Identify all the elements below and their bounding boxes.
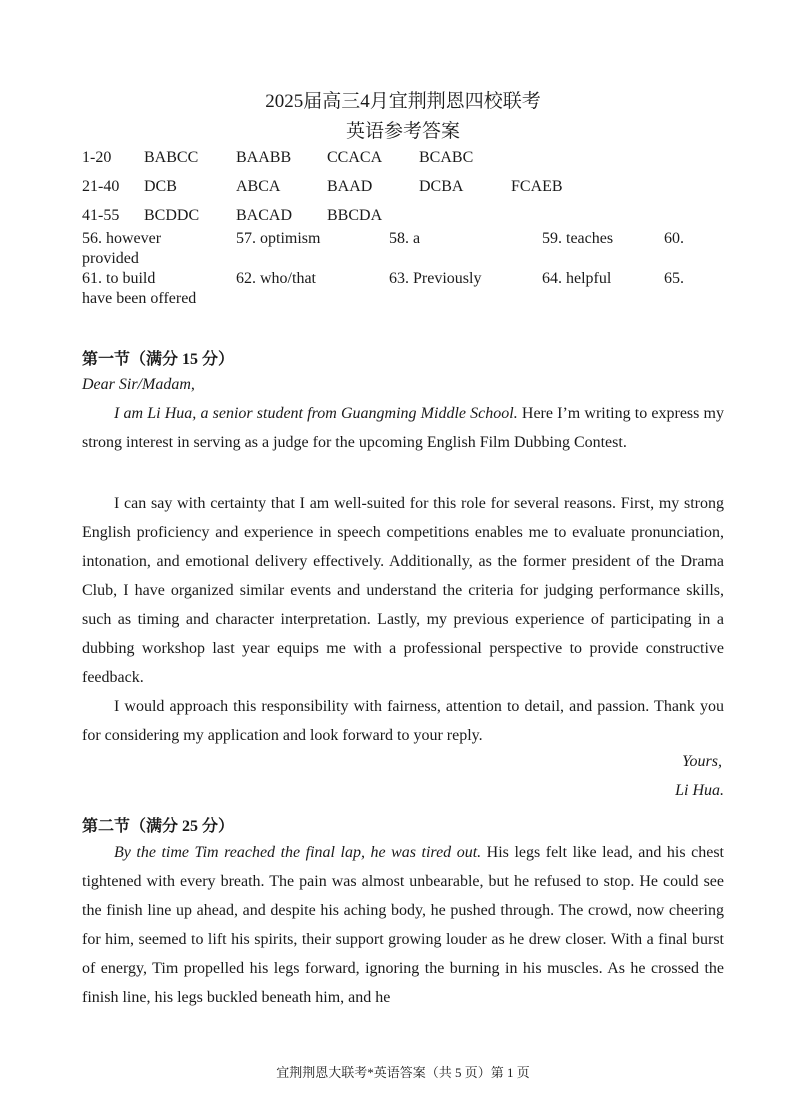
answer-group: BAABB xyxy=(236,149,292,166)
answer-range-label: 41-55 xyxy=(82,207,120,224)
page-footer: 宜荆荆恩大联考*英语答案（共 5 页）第 1 页 xyxy=(276,1065,530,1080)
answer-item: 59. teaches xyxy=(542,230,614,247)
answer-item: 58. a xyxy=(389,230,421,247)
answer-item: 65. xyxy=(664,270,684,287)
answer-item: 64. helpful xyxy=(542,270,612,287)
answer-range-label: 1-20 xyxy=(82,149,112,166)
opening-sentence: I am Li Hua, a senior student from Guangming Middle School. xyxy=(114,405,518,422)
letter-closing: Yours, xyxy=(682,753,722,770)
given-opening-sentence: By the time Tim reached the final lap, he was tired out. xyxy=(114,844,482,861)
answer-group: DCBA xyxy=(419,178,464,195)
answer-group: BBCDA xyxy=(327,207,383,224)
answer-group: BCDDC xyxy=(144,207,200,224)
answer-group: BABCC xyxy=(144,149,199,166)
answer-item: 60. xyxy=(664,230,684,247)
answer-group: BACAD xyxy=(236,207,293,224)
answer-item: 62. who/that xyxy=(236,270,316,287)
paragraph-text: His legs felt like lead, and his chest tightened with every breath. The pain was almost unbearable, but he refused to stop. He could see the finish line up ahead, and despite his aching body, he pushed through. The crowd, now cheering for him, seemed to lift his spirits, their support growing louder as he drew closer. With a final burst of energy, Tim propelled his legs forward, ignoring the burning in his muscles. As he crossed the finish line, his legs buckled beneath him, and he xyxy=(82,844,725,1006)
answer-item-continued: provided xyxy=(82,250,139,267)
answer-item-continued: have been offered xyxy=(82,290,197,307)
answer-group: CCACA xyxy=(327,149,383,166)
letter-paragraph-3: I would approach this responsibility with fairness, attention to detail, and passion. Thank you for considering my application and look forward to your reply. xyxy=(82,698,724,744)
paragraph-text: Here I’m writing to express my strong interest in serving as a judge for the upcoming English Film Dubbing Contest. xyxy=(82,405,724,451)
answer-group: DCB xyxy=(144,178,177,195)
section-2-heading: 第二节（满分 25 分） xyxy=(82,818,235,835)
answer-item: 56. however xyxy=(82,230,162,247)
answer-item: 61. to build xyxy=(82,270,156,287)
answer-range-label: 21-40 xyxy=(82,178,120,195)
letter-paragraph-2: I can say with certainty that I am well-suited for this role for several reasons. First, my strong English proficiency and experience in speech competitions enables me to evaluate pronunciation, intonation, and emotional delivery effectively. Additionally, as the former president of the Drama Club, I have organized similar events and understand the criteria for judging performance skills, such as timing and character interpretation. Lastly, my previous experience of participating in a dubbing workshop last year equips me with a professional perspective to provide constructive feedback. xyxy=(82,495,724,686)
page-title: 2025届高三4月宜荆荆恩四校联考 xyxy=(265,91,541,112)
letter-salutation: Dear Sir/Madam, xyxy=(82,376,195,393)
answer-group: ABCA xyxy=(236,178,281,195)
answer-group: BCABC xyxy=(419,149,474,166)
answer-item: 57. optimism xyxy=(236,230,321,247)
letter-signature: Li Hua. xyxy=(675,782,724,799)
answer-group: BAAD xyxy=(327,178,373,195)
page-subtitle: 英语参考答案 xyxy=(345,121,460,142)
section-1-heading: 第一节（满分 15 分） xyxy=(82,351,235,368)
letter-paragraph-1 xyxy=(82,399,724,457)
answer-group: FCAEB xyxy=(511,178,563,195)
continuation-paragraph xyxy=(82,838,724,1012)
answer-item: 63. Previously xyxy=(389,270,482,287)
